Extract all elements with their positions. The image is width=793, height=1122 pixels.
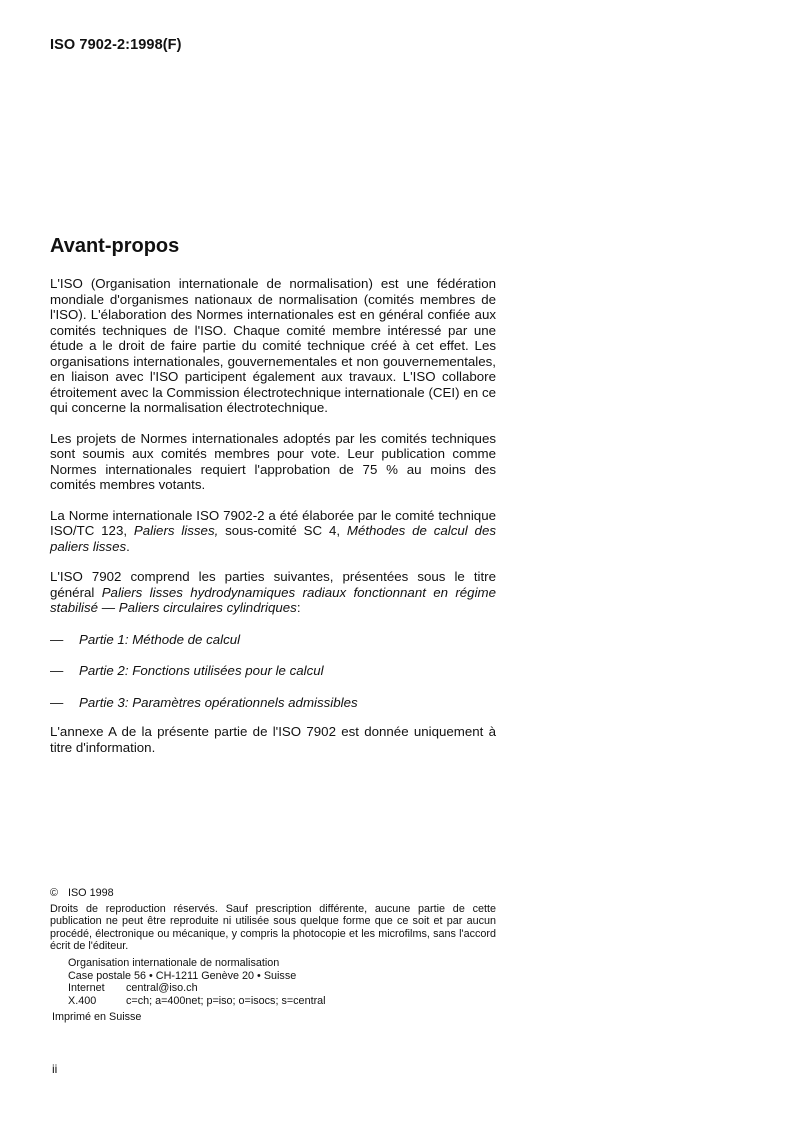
page-title: Avant-propos [50, 235, 180, 257]
internet-value: central@iso.ch [126, 982, 198, 995]
copyright-block [50, 887, 496, 1024]
paragraph-annex: L'annexe A de la présente partie de l'ISO 7902 est donnée uniquement à titre d'information. [50, 724, 496, 755]
x400-value: c=ch; a=400net; p=iso; o=isocs; s=central [126, 994, 326, 1007]
list-item [50, 695, 496, 711]
copyright-symbol: © [50, 887, 58, 899]
list-item [50, 632, 496, 648]
list-item [50, 663, 496, 679]
page-number: ii [52, 1062, 58, 1076]
part-title: Partie 1: Méthode de calcul [79, 631, 241, 647]
organization-name: Organisation internationale de normalisation [68, 956, 280, 969]
printed-in: Imprimé en Suisse [52, 1011, 142, 1024]
committee-title: Paliers lisses, [133, 523, 219, 538]
document-id: ISO 7902-2:1998(F) [50, 37, 182, 53]
paragraph-iso-intro: L'ISO (Organisation internationale de normalisation) est une fédération mondiale d'organismes nationaux de normalisation (comités membres de l'ISO). L'élaboration des Normes internationales est en général confiée aux comités techniques de l'ISO. Chaque comité membre intéressé par une étude a le droit de faire partie du comité technique créé à cet effet. Les organisations internationales, gouvernementales et non gouvernementales, en liaison avec l'ISO participent également aux travaux. L'ISO collabore étroitement avec la Commission électrotechnique internationale (CEI) en ce qui concerne la normalisation électrotechnique. [50, 276, 496, 415]
internet-label: Internet [68, 982, 105, 995]
general-title: Paliers lisses hydrodynamiques radiaux fonctionnant en régime stabilisé — Paliers circulaires cylindriques [50, 584, 496, 615]
dash-bullet: — [50, 694, 64, 710]
copyright-line [50, 887, 496, 900]
postal-address: Case postale 56 • CH-1211 Genève 20 • Suisse [68, 969, 297, 982]
paragraph-committee: La Norme internationale ISO 7902-2 a été élaborée par le comité technique ISO/TC 123, Paliers lisses, sous-comité SC 4, Méthodes de calcul des paliers lisses. [50, 507, 496, 554]
internet-row [68, 982, 496, 995]
part-title: Partie 3: Paramètres opérationnels admissibles [79, 694, 358, 710]
publisher-address [68, 957, 496, 1007]
dash-bullet: — [50, 631, 64, 647]
paragraph-voting: Les projets de Normes internationales adoptés par les comités techniques sont soumis aux comités membres pour vote. Leur publication comme Normes internationales requiert l'approbation de 75 % au moins des comités membres votants. [50, 430, 496, 492]
x400-label: X.400 [68, 994, 97, 1007]
part-title: Partie 2: Fonctions utilisées pour le calcul [79, 663, 324, 678]
dash-bullet: — [50, 663, 64, 678]
foreword-body [50, 276, 496, 755]
paragraph-parts-intro: L'ISO 7902 comprend les parties suivantes, présentées sous le titre général Paliers lisses hydrodynamiques radiaux fonctionnant en régime stabilisé — Paliers circulaires cylindriques: [50, 569, 496, 615]
x400-row [68, 995, 496, 1008]
subcommittee-title: Méthodes de calcul des paliers lisses [50, 523, 496, 554]
copyright-notice: ISO 1998 [67, 887, 114, 899]
rights-statement: Droits de reproduction réservés. Sauf prescription différente, aucune partie de cette publication ne peut être reproduite ni utilisée sous quelque forme que ce soit et par aucun procédé, électronique ou mécanique, y compris la photocopie et les microfilms, sans l'accord écrit de l'éditeur. [50, 902, 496, 953]
